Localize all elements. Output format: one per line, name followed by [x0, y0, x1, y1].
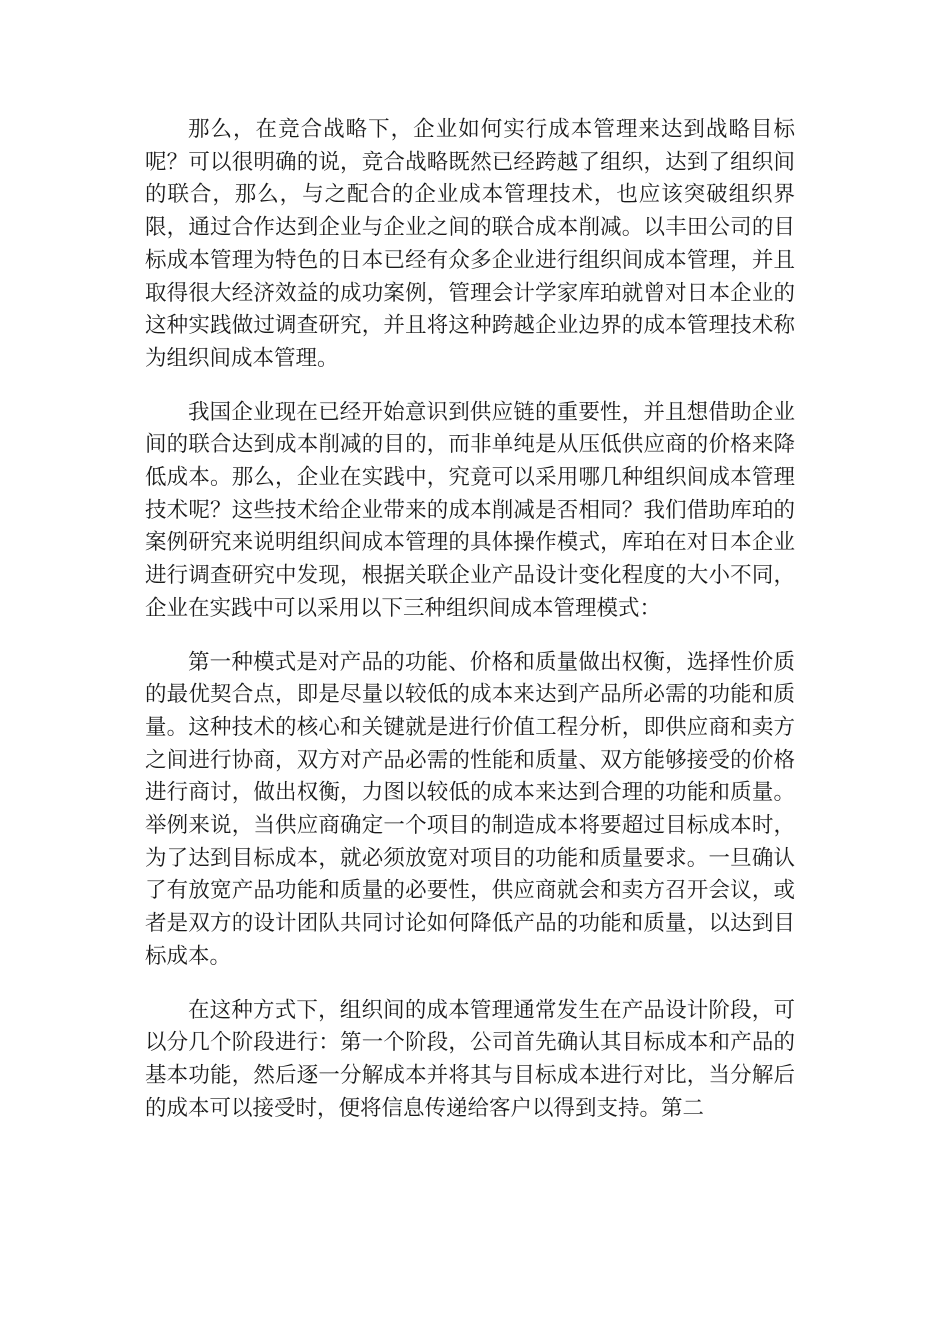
paragraph-4: 在这种方式下，组织间的成本管理通常发生在产品设计阶段，可以分几个阶段进行：第一个阶段，公司首先确认其目标成本和产品的基本功能，然后逐一分解成本并将其与目标成本进行对比，当分解后的成本可以接受时，便将信息传递给客户以得到支持。第二	[145, 997, 795, 1121]
paragraph-3: 第一种模式是对产品的功能、价格和质量做出权衡，选择性价质的最优契合点，即是尽量以较低的成本来达到产品所必需的功能和质量。这种技术的核心和关键就是进行价值工程分析，即供应商和卖方之间进行协商，双方对产品必需的性能和质量、双方能够接受的价格进行商讨，做出权衡，力图以较低的成本来达到合理的功能和质量。举例来说，当供应商确定一个项目的制造成本将要超过目标成本时，为了达到目标成本，就必须放宽对项目的功能和质量要求。一旦确认了有放宽产品功能和质量的必要性，供应商就会和卖方召开会议，或者是双方的设计团队共同讨论如何降低产品的功能和质量，以达到目标成本。	[145, 649, 795, 969]
paragraph-1: 那么，在竞合战略下，企业如何实行成本管理来达到战略目标呢？可以很明确的说，竞合战略既然已经跨越了组织，达到了组织间的联合，那么，与之配合的企业成本管理技术，也应该突破组织界限，通过合作达到企业与企业之间的联合成本削减。以丰田公司的目标成本管理为特色的日本已经有众多企业进行组织间成本管理，并且取得很大经济效益的成功案例，管理会计学家库珀就曾对日本企业的这种实践做过调查研究，并且将这种跨越企业边界的成本管理技术称为组织间成本管理。	[145, 117, 795, 371]
paragraph-2: 我国企业现在已经开始意识到供应链的重要性，并且想借助企业间的联合达到成本削减的目的，而非单纯是从压低供应商的价格来降低成本。那么，企业在实践中，究竟可以采用哪几种组织间成本管理技术呢？这些技术给企业带来的成本削减是否相同？我们借助库珀的案例研究来说明组织间成本管理的具体操作模式，库珀在对日本企业进行调查研究中发现，根据关联企业产品设计变化程度的大小不同，企业在实践中可以采用以下三种组织间成本管理模式：	[145, 399, 795, 621]
document-body	[145, 114, 795, 1146]
